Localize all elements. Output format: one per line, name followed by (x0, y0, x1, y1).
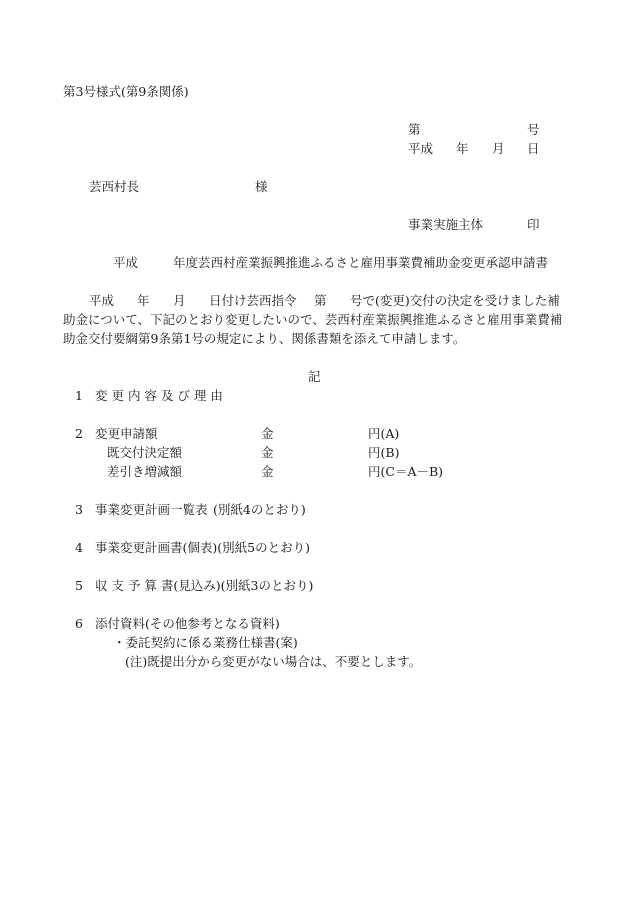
recipient-honorific: 様 (255, 179, 268, 194)
item-2-row-label: 変更申請額 (95, 426, 158, 441)
item-3-label: 事業変更計画一覧表 (95, 502, 208, 517)
item-2-row-yen: 円(C＝A－B) (368, 464, 444, 479)
item-3-number: 3 (75, 502, 83, 517)
date-era: 平成 (408, 141, 434, 156)
body-line1-rest: 号で(変更)交付の決定を受けました補 (350, 293, 560, 308)
form-label: 第3号様式(第9条関係) (63, 84, 189, 99)
date-year: 年 (456, 141, 469, 156)
item-2-row-yen: 円(B) (368, 445, 400, 460)
body-year: 年 (137, 293, 150, 308)
body-era: 平成 (89, 293, 115, 308)
item-4-number: 4 (75, 540, 83, 555)
item-2-row-kin: 金 (261, 426, 274, 441)
item-4-label: 事業変更計画書(個表)(別紙5のとおり) (95, 540, 310, 555)
item-2-number: 2 (75, 426, 83, 441)
item-6-note: (注)既提出分から変更がない場合は、不要とします。 (125, 654, 422, 669)
item-2-row-kin: 金 (261, 464, 274, 479)
item-2-row-kin: 金 (261, 445, 274, 460)
document-number-suffix: 号 (527, 122, 540, 137)
item-5-number: 5 (75, 578, 83, 593)
body-line-2: 助金について、下記のとおり変更したいので、芸西村産業振興推進ふるさと雇用事業費補 (63, 312, 563, 327)
item-6-bullet: ・委託契約に係る業務仕様書(案) (113, 635, 298, 650)
item-6-number: 6 (75, 616, 83, 631)
date-month: 月 (492, 141, 505, 156)
body-month: 月 (173, 293, 186, 308)
item-2-row-label: 差引き増減額 (107, 464, 183, 479)
body-line-3: 助金交付要綱第9条第1号の規定により、関係書類を添えて申請します。 (63, 331, 466, 346)
body-num-prefix: 第 (314, 293, 327, 308)
item-5-label: 収 支 予 算 書(見込み)(別紙3のとおり) (95, 578, 314, 593)
item-6-label: 添付資料(その他参考となる資料) (95, 616, 280, 631)
date-day: 日 (527, 141, 540, 156)
document-title: 年度芸西村産業振興推進ふるさと雇用事業費補助金変更承認申請書 (173, 255, 549, 270)
item-3-note: (別紙4のとおり) (213, 502, 306, 517)
item-2-row-yen: 円(A) (368, 426, 400, 441)
ki-heading: 記 (308, 369, 321, 384)
seal-mark: 印 (527, 217, 540, 232)
document-number-prefix: 第 (408, 122, 421, 137)
item-2-row-label: 既交付決定額 (107, 445, 183, 460)
recipient-title: 芸西村長 (89, 179, 140, 194)
body-dated: 日付け芸西指令 (209, 293, 297, 308)
applicant-label: 事業実施主体 (408, 217, 484, 232)
item-1-number: 1 (75, 388, 83, 403)
title-era: 平成 (113, 255, 139, 270)
item-1-label: 変 更 内 容 及 び 理 由 (95, 388, 223, 403)
